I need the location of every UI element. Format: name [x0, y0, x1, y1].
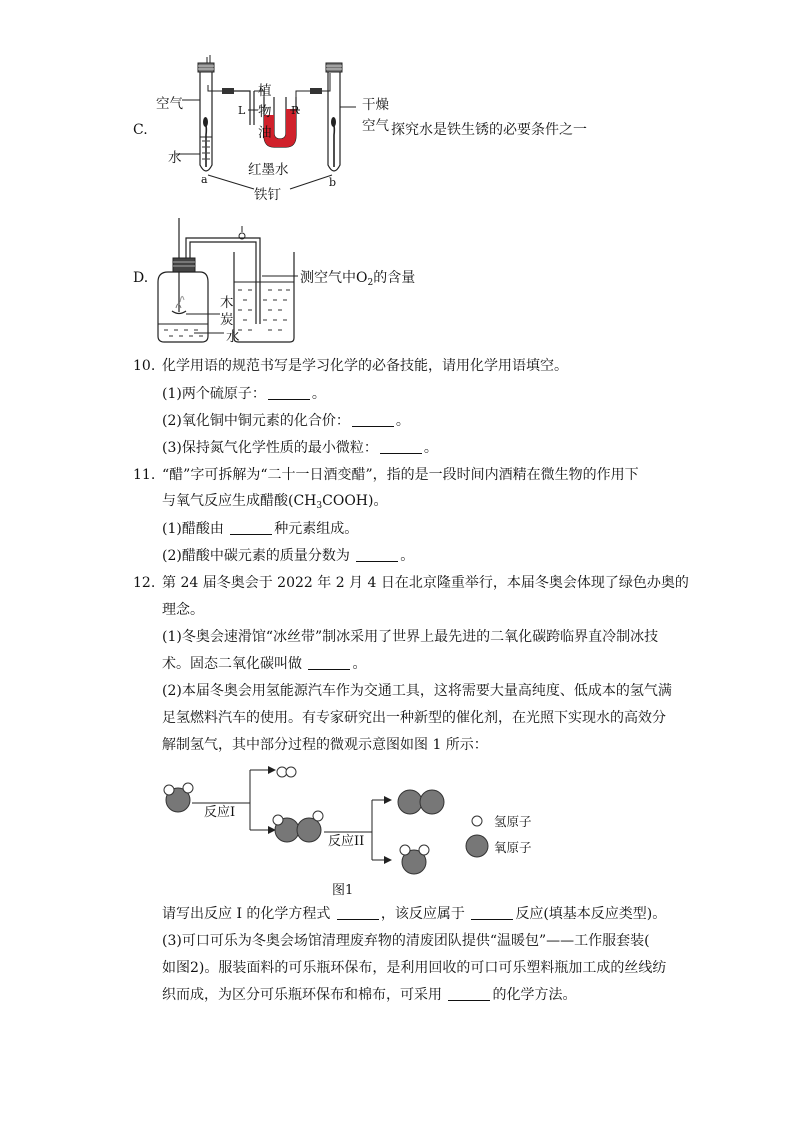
- q12-p3-line-2: 如图2)。服装面料的可乐瓶环保布，是利用回收的可口可乐塑料瓶加工成的丝线纺: [162, 960, 667, 976]
- q12-number: 12.: [133, 575, 156, 591]
- label-r: R: [291, 104, 300, 117]
- label-iron-nail: 铁钉: [254, 187, 281, 203]
- label-water: 水: [168, 150, 182, 166]
- label-dry-2: 空气: [362, 118, 389, 134]
- label-tube-a: a: [201, 173, 208, 186]
- test-tube-a: [198, 55, 214, 171]
- option-d-caption: 测空气中$O_2$的含量: [300, 270, 416, 288]
- q12-p2-question: 请写出反应 I 的化学方程式 ，该反应属于 反应(填基本反应类型)。: [162, 906, 667, 922]
- answer-blank[interactable]: [380, 439, 422, 454]
- test-tube-b: [326, 63, 342, 171]
- answer-blank[interactable]: [230, 520, 272, 535]
- label-oil-2: 物: [258, 104, 272, 120]
- answer-blank[interactable]: [352, 412, 394, 427]
- q12-p2-line-2: 足氢燃料汽车的使用。有专家研究出一种新型的催化剂，在光照下实现水的高效分: [162, 710, 666, 726]
- q10-number: 10.: [133, 358, 156, 374]
- label-air: 空气: [156, 96, 183, 112]
- label-reaction-2: 反应II: [328, 834, 365, 849]
- label-reaction-1: 反应I: [204, 805, 236, 820]
- answer-blank[interactable]: [337, 905, 379, 920]
- figure-1-caption: 图1: [332, 883, 354, 898]
- answer-blank[interactable]: [471, 905, 513, 920]
- q10-stem: 化学用语的规范书写是学习化学的必备技能，请用化学用语填空。: [162, 358, 568, 374]
- q11-part-2: (2)醋酸中碳元素的质量分数为 。: [162, 548, 415, 564]
- answer-blank[interactable]: [308, 655, 350, 670]
- q12-line-2: 理念。: [162, 602, 204, 618]
- q10-part-2: (2)氧化铜中铜元素的化合价： 。: [162, 413, 410, 429]
- option-d-letter: D.: [133, 270, 149, 286]
- label-water-d: 水: [226, 329, 240, 345]
- label-oil-1: 植: [258, 83, 272, 99]
- label-l: L: [238, 104, 246, 117]
- legend-hydrogen-atom: 氢原子: [494, 814, 532, 829]
- answer-blank[interactable]: [268, 385, 310, 400]
- q12-p1-line-1: (1)冬奥会速滑馆“冰丝带”制冰采用了世界上最先进的二氧化碳跨临界直冷制冰技: [162, 629, 659, 645]
- q11-part-1: (1)醋酸由 种元素组成。: [162, 521, 359, 537]
- q12-p3-line-1: (3)可口可乐为冬奥会场馆清理废弃物的清废团队提供“温暖包”——工作服套装(: [162, 933, 650, 949]
- option-c-letter: C.: [133, 122, 148, 138]
- label-wood: 木: [220, 295, 234, 311]
- q10-part-1: (1)两个硫原子： 。: [162, 386, 326, 402]
- q11-line-2: 与氧气反应生成醋酸$(CH_3COOH)$。: [162, 493, 388, 511]
- q12-p1-line-2: 术。固态二氧化碳叫做 。: [162, 656, 367, 672]
- q12-line-1: 第 24 届冬奥会于 2022 年 2 月 4 日在北京隆重举行，本届冬奥会体现了绿色办奥的: [162, 575, 689, 591]
- label-tube-b: b: [329, 176, 337, 189]
- label-dry-1: 干燥: [362, 97, 389, 113]
- label-charcoal: 炭: [220, 312, 234, 328]
- answer-blank[interactable]: [356, 547, 398, 562]
- label-red-ink: 红墨水: [248, 162, 289, 178]
- q12-p3-line-3: 织而成，为区分可乐瓶环保布和棉布，可采用 的化学方法。: [162, 987, 577, 1003]
- q10-part-3: (3)保持氮气化学性质的最小微粒： 。: [162, 440, 438, 456]
- legend-oxygen-atom: 氧原子: [494, 840, 532, 855]
- answer-blank[interactable]: [448, 986, 490, 1001]
- q12-p2-line-3: 解制氢气，其中部分过程的微观示意图如图 1 所示：: [162, 737, 488, 753]
- q11-line-1: “醋”字可拆解为“二十一日酒变醋”，指的是一段时间内酒精在微生物的作用下: [162, 467, 639, 483]
- label-oil-3: 油: [258, 125, 272, 141]
- option-c-caption: 探究水是铁生锈的必要条件之一: [391, 122, 587, 138]
- q11-number: 11.: [133, 467, 156, 483]
- q12-p2-line-1: (2)本届冬奥会用氢能源汽车作为交通工具，这将需要大量高纯度、低成本的氢气满: [162, 683, 672, 699]
